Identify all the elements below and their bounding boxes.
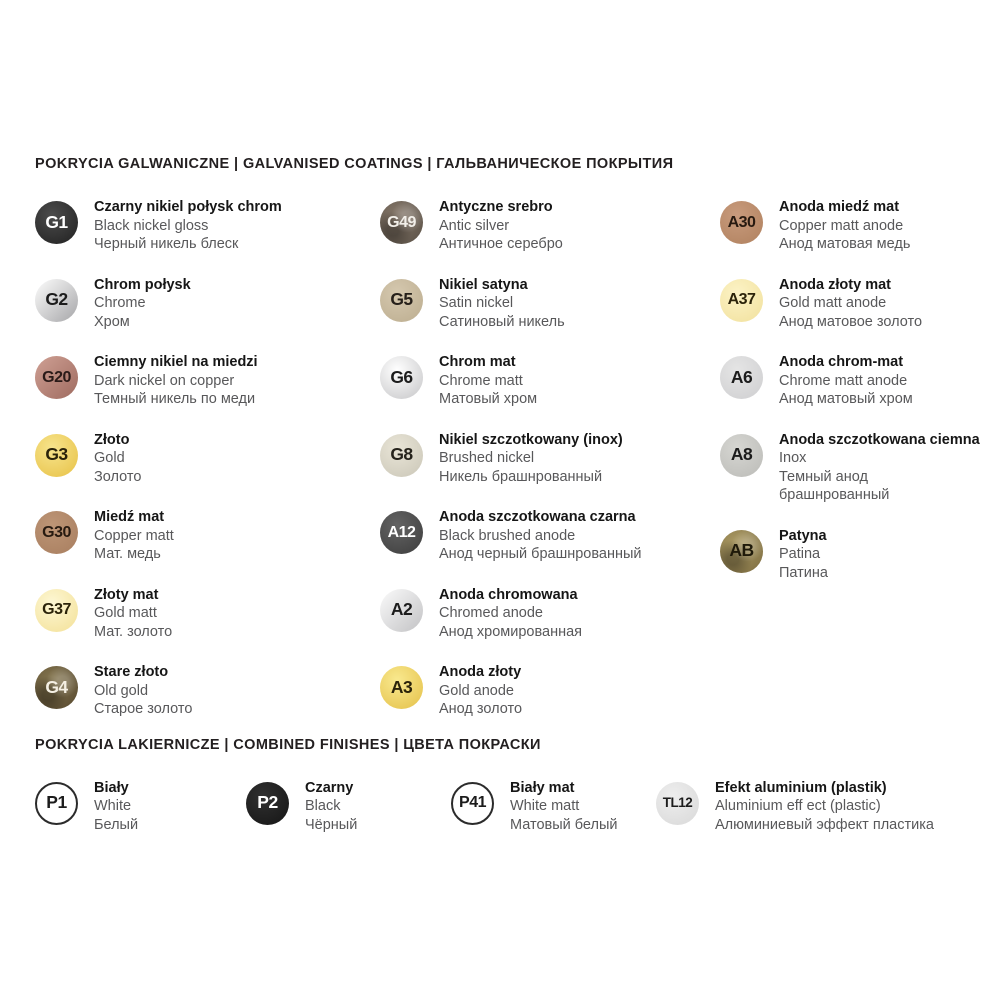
finish-labels: [439, 198, 563, 254]
finish-name-pl: Anoda szczotkowana czarna: [439, 509, 636, 525]
finish-code-label: A12: [387, 523, 416, 541]
finish-name-ru: Анод матовая медь: [779, 236, 911, 252]
swatch-column: [35, 198, 380, 719]
finish-code-label: TL12: [662, 795, 693, 811]
finish-name-ru: Анод матовое золото: [779, 313, 923, 330]
section-lacquered-finishes: [35, 737, 980, 835]
finish-name-en: Copper matt: [94, 527, 174, 544]
finish-swatch-circle: [35, 782, 78, 825]
finish-name-pl: Patyna: [779, 527, 827, 544]
finish-swatch-circle: [35, 511, 78, 554]
finish-name-en: Black nickel gloss: [94, 217, 209, 234]
finish-name-pl: Anoda złoty: [439, 664, 522, 680]
finish-labels: [779, 431, 980, 505]
finish-name-ru: Мат. медь: [94, 546, 161, 562]
finish-name-en: Chromed anode: [439, 605, 543, 621]
finish-name-ru: Матовый белый: [510, 816, 618, 833]
finish-name-ru: Золото: [94, 468, 142, 485]
finish-name-en: Aluminium eff ect (plastic): [715, 798, 881, 814]
finish-name-pl: Miedź mat: [94, 509, 165, 525]
finish-item: [246, 779, 451, 835]
finish-name-ru: Анод черный брашнрованный: [439, 546, 642, 562]
finish-item: [380, 353, 720, 409]
finish-swatch-circle: [35, 279, 78, 322]
finish-name-pl: Chrom połysk: [94, 276, 191, 293]
finish-labels: [94, 276, 191, 332]
finish-swatch-circle: [35, 666, 78, 709]
finish-name-ru: Патина: [779, 564, 828, 581]
finish-swatch-circle: [380, 356, 423, 399]
finish-name-ru: Чёрный: [305, 816, 358, 833]
finish-item: [35, 353, 380, 409]
finish-code-label: G37: [42, 601, 71, 618]
finish-name-pl: Czarny: [305, 779, 354, 796]
finish-item: [720, 276, 980, 332]
finish-name-ru: Мат. золото: [94, 623, 173, 640]
finish-name-ru: Сатиновый никель: [439, 313, 565, 330]
finish-code-label: P2: [257, 792, 278, 813]
finish-swatch-circle: [451, 782, 494, 825]
finish-name-pl: Złoty mat: [94, 586, 159, 603]
finish-name-en: Antic silver: [439, 217, 510, 234]
finish-labels: [94, 198, 282, 254]
finish-name-pl: Anoda chromowana: [439, 586, 578, 603]
finish-swatch-circle: [35, 356, 78, 399]
finish-name-en: Old gold: [94, 682, 149, 699]
finish-code-label: A2: [390, 599, 413, 620]
swatch-column: [35, 779, 246, 835]
finish-code-label: AB: [729, 540, 754, 561]
finish-item: [656, 779, 980, 835]
finish-name-en: Gold anode: [439, 682, 514, 699]
finish-swatch-circle: [720, 530, 763, 573]
finish-name-ru: Античное серебро: [439, 236, 563, 252]
finish-name-pl: Ciemny nikiel na miedzi: [94, 354, 258, 370]
finish-code-label: G4: [45, 676, 68, 697]
finish-name-en: Patina: [779, 546, 821, 562]
finish-item: [720, 353, 980, 409]
finish-labels: [94, 586, 172, 642]
finish-code-label: A30: [727, 213, 756, 231]
finish-name-pl: Biały: [94, 779, 129, 796]
swatch-column: [720, 198, 980, 719]
finish-labels: [439, 276, 565, 332]
finish-swatch-circle: [380, 201, 423, 244]
finish-code-label: G6: [390, 366, 413, 387]
finish-code-label: G8: [390, 444, 413, 465]
galvanised-coatings-header: POKRYCIA GALWANICZNE | GALVANISED COATINGS | ГАЛЬВАНИЧЕСКОЕ ПОКРЫТИЯ: [35, 156, 674, 172]
finish-code-label: A3: [390, 676, 413, 697]
finish-name-pl: Czarny nikiel połysk chrom: [94, 199, 282, 215]
finish-labels: [439, 663, 522, 719]
finish-item: [35, 508, 380, 564]
finish-name-pl: Nikiel szczotkowany (inox): [439, 431, 623, 448]
finish-name-en: White: [94, 798, 132, 814]
finish-swatch-circle: [720, 279, 763, 322]
lacquered-swatch-grid: [35, 779, 980, 835]
finish-item: [380, 586, 720, 642]
finish-name-pl: Efekt aluminium (plastik): [715, 779, 887, 796]
finish-labels: [510, 779, 618, 835]
finish-swatch-circle: [35, 201, 78, 244]
finish-labels: [439, 431, 623, 487]
finish-name-ru: Темный анод брашнрованный: [779, 468, 890, 503]
finish-swatch-circle: [720, 201, 763, 244]
finish-labels: [715, 779, 934, 835]
finish-code-label: P41: [459, 794, 486, 811]
finish-name-pl: Anoda chrom-mat: [779, 354, 904, 370]
finish-name-en: Brushed nickel: [439, 450, 535, 466]
finish-swatch-circle: [380, 589, 423, 632]
finish-swatch-circle: [35, 434, 78, 477]
section-galvanised-coatings: [35, 156, 980, 719]
finish-item: [35, 276, 380, 332]
finish-labels: [779, 198, 910, 254]
finish-code-label: G20: [42, 368, 71, 386]
finish-code-label: A8: [730, 444, 753, 465]
finish-swatch-circle: [656, 782, 699, 825]
swatch-column: [451, 779, 656, 835]
finish-name-ru: Белый: [94, 816, 139, 833]
finish-item: [380, 276, 720, 332]
finish-labels: [94, 663, 192, 719]
finish-labels: [439, 508, 642, 564]
finish-name-ru: Старое золото: [94, 701, 193, 717]
finish-name-ru: Анод золото: [439, 701, 523, 717]
finish-labels: [94, 353, 258, 409]
finish-name-pl: Biały mat: [510, 779, 575, 796]
finish-name-en: Dark nickel on copper: [94, 372, 235, 389]
finish-name-en: Gold matt: [94, 605, 157, 621]
finish-swatch-circle: [380, 279, 423, 322]
finish-labels: [94, 508, 174, 564]
finish-name-pl: Chrom mat: [439, 354, 516, 370]
finish-name-ru: Темный никель по меди: [94, 391, 256, 407]
swatch-column: [246, 779, 451, 835]
finish-name-en: Chrome matt: [439, 372, 523, 389]
finish-item: [720, 431, 980, 505]
finish-labels: [94, 779, 138, 835]
finish-item: [380, 663, 720, 719]
finish-labels: [439, 353, 537, 409]
finish-item: [380, 508, 720, 564]
finish-name-en: Black: [305, 798, 341, 814]
finish-labels: [439, 586, 582, 642]
finish-labels: [779, 527, 828, 583]
finish-item: [380, 431, 720, 487]
finish-name-pl: Nikiel satyna: [439, 276, 528, 293]
finish-name-ru: Никель брашнрованный: [439, 468, 603, 485]
finish-name-pl: Anoda miedź mat: [779, 199, 900, 215]
finish-name-en: Copper matt anode: [779, 217, 904, 234]
galvanised-swatch-grid: [35, 198, 980, 719]
swatch-column: [656, 779, 980, 835]
finish-code-label: G1: [45, 211, 68, 232]
finish-name-ru: Анод хромированная: [439, 623, 583, 640]
finish-name-pl: Stare złoto: [94, 664, 169, 680]
finish-name-ru: Анод матовый хром: [779, 391, 913, 407]
finish-swatch-circle: [380, 434, 423, 477]
finish-code-label: G30: [42, 523, 71, 541]
finish-labels: [94, 431, 141, 487]
finish-labels: [779, 276, 922, 332]
finish-code-label: G2: [45, 289, 68, 310]
finish-swatch-circle: [380, 511, 423, 554]
finish-code-label: A6: [730, 366, 753, 387]
finish-labels: [305, 779, 357, 835]
finish-swatch-circle: [380, 666, 423, 709]
finish-code-label: P1: [46, 792, 67, 813]
lacquered-finishes-header: POKRYCIA LAKIERNICZE | COMBINED FINISHES | ЦВЕТА ПОКРАСКИ: [35, 736, 541, 753]
finish-name-en: Black brushed anode: [439, 527, 576, 544]
finish-name-pl: Złoto: [94, 431, 130, 448]
finish-name-en: Gold matt anode: [779, 295, 887, 311]
finish-item: [720, 527, 980, 583]
finish-item: [380, 198, 720, 254]
finish-item: [35, 586, 380, 642]
finish-name-pl: Anoda złoty mat: [779, 276, 891, 293]
finish-name-ru: Алюминиевый эффект пластика: [715, 816, 934, 833]
finish-name-pl: Antyczne srebro: [439, 199, 553, 215]
finish-name-en: White matt: [510, 798, 580, 814]
finish-name-ru: Хром: [94, 313, 130, 330]
finish-code-label: G3: [45, 444, 68, 465]
finish-swatch-circle: [35, 589, 78, 632]
finish-item: [720, 198, 980, 254]
finish-name-en: Gold: [94, 450, 125, 466]
finish-name-en: Chrome matt anode: [779, 372, 908, 389]
finish-swatch-circle: [246, 782, 289, 825]
swatch-column: [380, 198, 720, 719]
finish-name-ru: Матовый хром: [439, 391, 538, 407]
finish-code-label: G49: [387, 213, 416, 231]
finish-labels: [779, 353, 913, 409]
finish-code-label: A37: [727, 291, 756, 308]
finish-swatch-circle: [720, 434, 763, 477]
finish-item: [35, 431, 380, 487]
finish-item: [35, 663, 380, 719]
finish-item: [35, 198, 380, 254]
finish-item: [451, 779, 656, 835]
finish-name-en: Satin nickel: [439, 295, 514, 311]
finish-name-en: Chrome: [94, 295, 146, 311]
finish-code-label: G5: [390, 289, 413, 310]
finish-swatch-circle: [720, 356, 763, 399]
finish-item: [35, 779, 246, 835]
finish-name-en: Inox: [779, 450, 807, 466]
finish-name-ru: Черный никель блеск: [94, 236, 239, 252]
finish-name-pl: Anoda szczotkowana ciemna: [779, 431, 980, 448]
